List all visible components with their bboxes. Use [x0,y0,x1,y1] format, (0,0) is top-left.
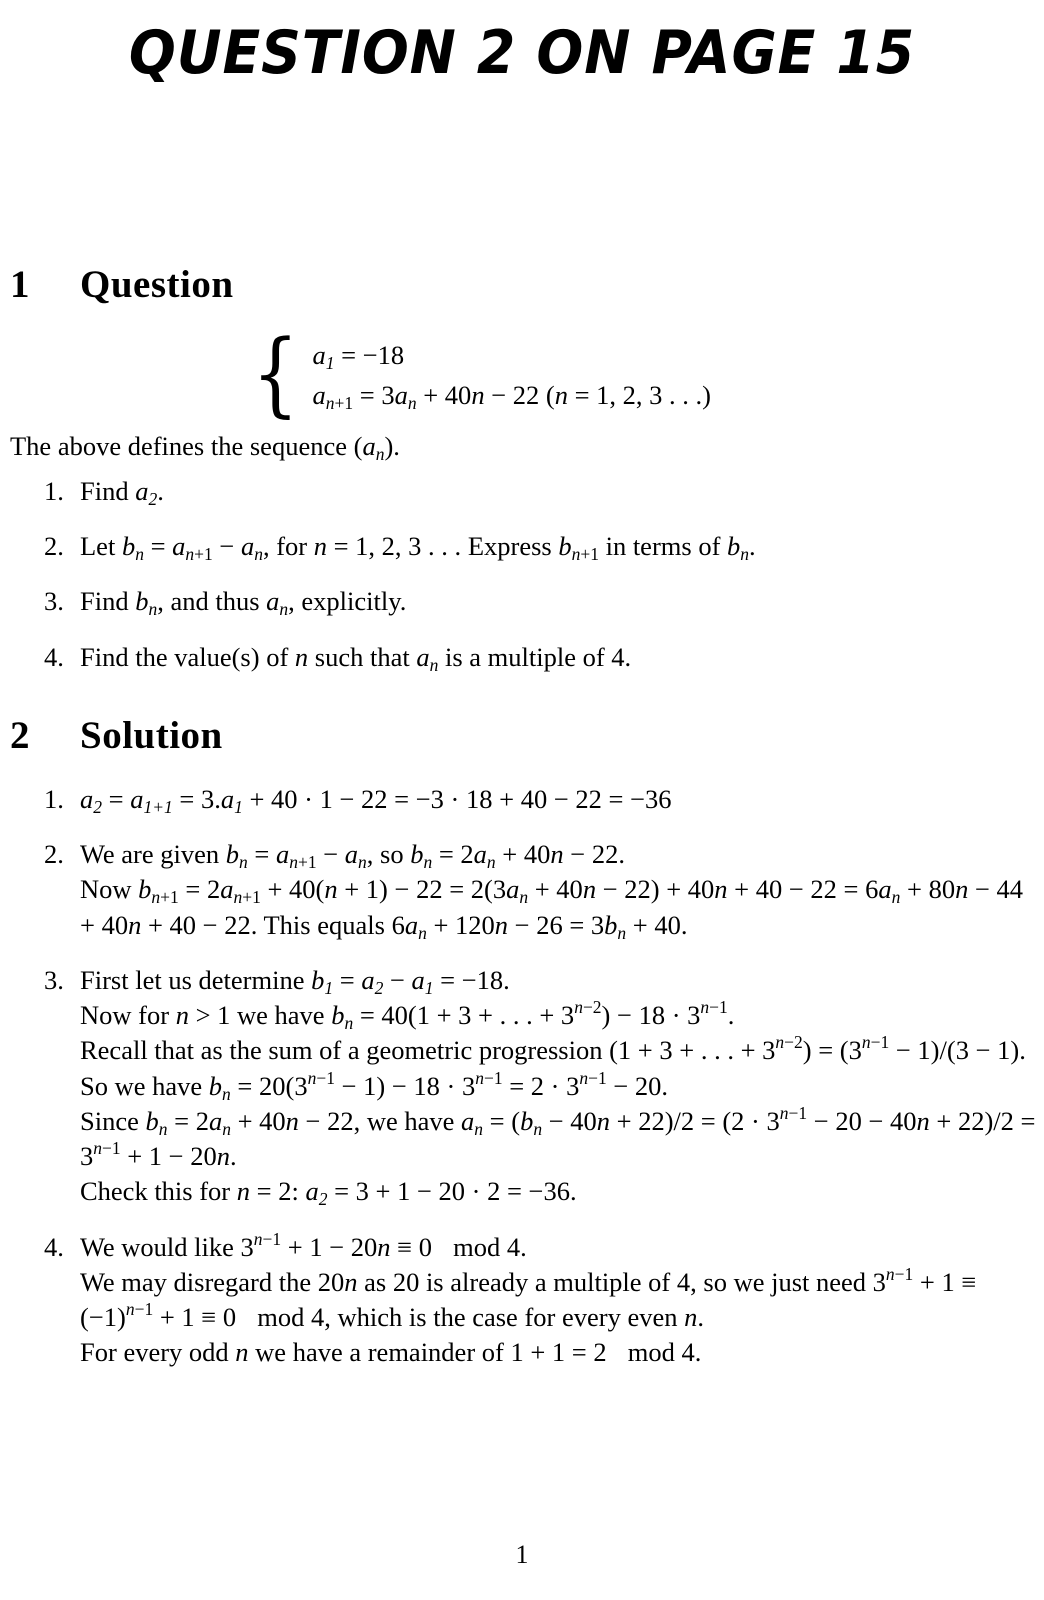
section-heading-solution [10,713,223,758]
solution-line: Since $b_n = 2a_n + 40n - 22$, we have $a_n = (b_n - 40n + 22)/2 = (2 \cdot 3^{n-1} - 20 - 40n + 22)/2 = 3^{n-1} + 1 - 20n$. [80,1103,1036,1172]
solution-line: We are given $b_n = a_{n+1} - a_n$, so $b_n = 2a_n + 40n - 22$. [80,839,625,873]
solution-line: Now for n > 1 we have $b_n = 40(1 + 3$ + . . . + $3^{n-2}) - 18 \cdot 3^{n-1}$. [80,997,735,1034]
solution-line: We would like $3^{n-1} + 1 - 20n \equiv 0$ mod 4. [80,1228,527,1262]
list-item [0,640,1044,675]
solution-line: $a_2 = a_{1+1} = 3.a_1 + 40 \cdot 1 - 22 = -3 \cdot 18 + 40 - 22 = -36$ [80,784,672,817]
list-marker: 3. [44,586,64,617]
list-item [0,474,1044,509]
solution-line: For every odd n we have a remainder of 1 + 1 = 2 mod 4. [80,1337,702,1368]
cases-line-2: $a_{n+1} = 3a_n + 40n - 22$ (n = 1, 2, 3 . . .) [312,380,711,414]
list-item [0,837,1044,943]
question-intro-text: The above defines the sequence $(a_n)$. [10,431,400,464]
cases-line-1: $a_1 = -18$ [312,340,405,374]
recurrence-cases-block [252,320,711,427]
list-marker: 4. [44,641,64,672]
solution-list [0,782,1044,1391]
list-item-text: Let $b_n = a_{n+1} - a_n$, for n = 1, 2, 3 . . . Express $b_{n+1}$ in terms of $b_n$. [80,531,756,565]
list-item-text: Find $a_2$. [80,476,164,509]
list-marker: 4. [44,1231,64,1262]
solution-line: First let us determine $b_1 = a_2 - a_1 = -18$. [80,964,510,998]
list-item-text: Find $b_n$, and thus $a_n$, explicitly. [80,586,407,620]
list-item [0,529,1044,564]
list-item [0,782,1044,817]
list-item [0,963,1044,1210]
page-number: 1 [515,1540,529,1569]
solution-line: Check this for n = 2: $a_2 = 3 + 1 - 20 \cdot 2 = -36$. [80,1176,577,1210]
left-brace-glyph: { [252,320,299,427]
solution-line: Recall that as the sum of a geometric progression (1 + 3 + . . . + $3^{n-2}) = (3^{n-1} - 1)/(3 - 1)$. [80,1032,1026,1066]
list-item [0,584,1044,619]
list-marker: 1. [44,784,64,814]
list-marker: 3. [44,964,64,995]
list-item [0,1230,1044,1371]
page-title: QUESTION 2 ON PAGE 15 [128,18,916,88]
solution-line: Now $b_{n+1} = 2a_{n+1} + 40(n + 1) - 22 = 2(3a_n + 40n - 22) + 40n + 40 - 22 = 6a_n + 80n - 44 + 40n + 40 - 22$. This equals $6a_n + 120n - 26 = 3b_n + 40$. [80,874,1024,943]
list-marker: 2. [44,839,64,870]
solution-line: We may disregard the 20n as 20 is already a multiple of 4, so we just need $3^{n-1} + 1 \equiv (-1)^{n-1} + 1 \equiv 0$ mod 4, which is the case for every even n. [80,1263,977,1333]
section-heading-question [10,262,234,307]
list-marker: 1. [44,476,64,506]
question-list [0,474,1044,695]
section-number: 2 [10,714,30,757]
list-item-text: Find the value(s) of n such that $a_n$ is a multiple of 4. [80,641,632,675]
section-title: Solution [80,714,223,757]
section-title: Question [80,263,234,306]
solution-line: So we have $b_n = 20(3^{n-1} - 1) - 18 \cdot 3^{n-1} = 2 \cdot 3^{n-1} - 20$. [80,1067,669,1104]
section-number: 1 [10,263,30,306]
list-marker: 2. [44,531,64,562]
